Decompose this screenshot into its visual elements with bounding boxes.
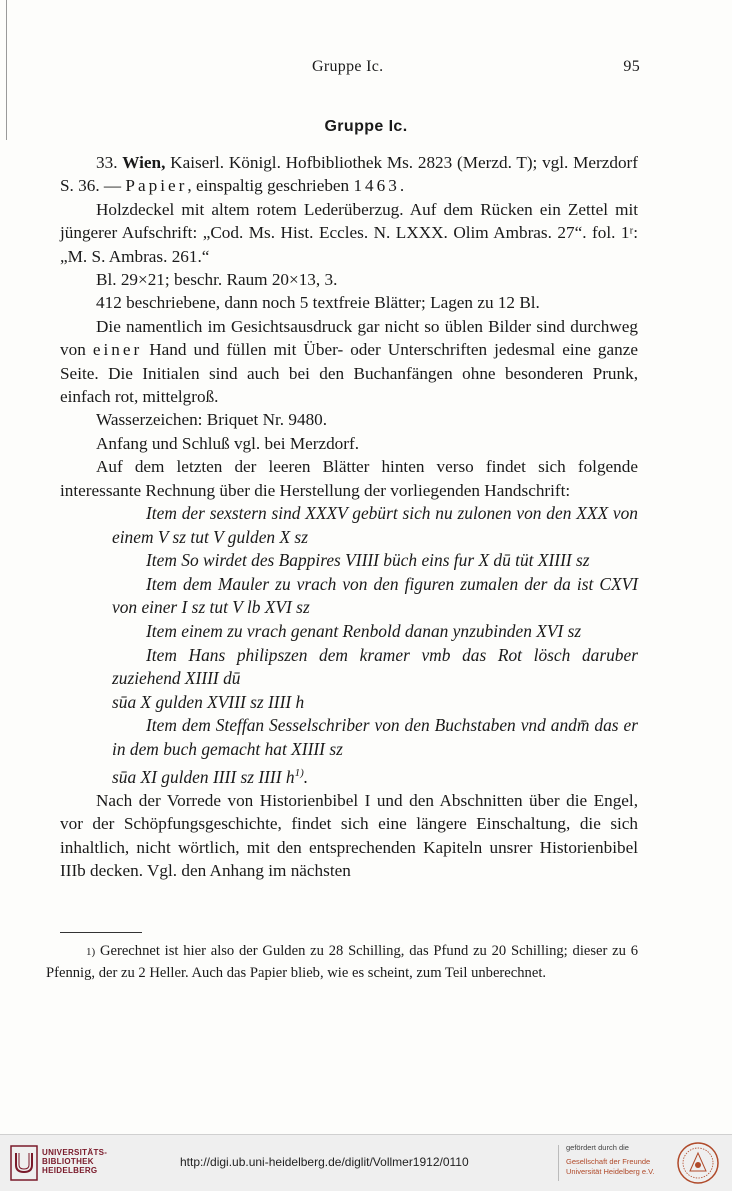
pictures-text-a: Die namentlich im Gesichtsausdruck gar nicht so üblen Bilder sind durchweg von (60, 316, 638, 360)
invoice-item: Item der sexstern sind XXXV gebürt sich nu zulonen von den XXX von einem V sz tut V gulden X sz (112, 503, 638, 547)
watermark-paragraph: Wasserzeichen: Briquet Nr. 9480. (96, 410, 328, 430)
invoice-item: Item dem Steffan Sesselschriber von den Buchstaben vnd andm̄ das er in dem buch gemacht hat XIIII sz (112, 715, 638, 760)
library-name (42, 1148, 107, 1175)
permalink-url[interactable]: http://digi.ub.uni-heidelberg.de/diglit/Vollmer1912/0110 (180, 1155, 469, 1169)
invoice-item: Item Hans philipszen dem kramer vmb das Rot lösch daruber zuziehend XIIII dū (112, 644, 638, 689)
entry-year-end: . (399, 176, 405, 196)
footnote-reference: 1) (294, 766, 304, 779)
sponsor-name: Universität Heidelberg e.V. (566, 1167, 655, 1176)
footnote-marker: 1) (86, 946, 96, 958)
running-title: Gruppe Ic. (312, 58, 384, 75)
sponsor-name: Gesellschaft der Freunde (566, 1157, 651, 1166)
invoice-total (60, 762, 638, 789)
entry-material: Papier (125, 176, 188, 196)
university-library-logo-icon (10, 1145, 38, 1181)
section-heading: Gruppe Ic. (324, 118, 408, 135)
invoice-subtotal: sūa X gulden XVIII sz IIII h (112, 691, 305, 712)
closing-paragraph: Nach der Vorrede von Historienbibel I und den Abschnitten über die Engel, vor der Schöpfungsgeschichte, findet sich eine längere Einschaltung, die sich inhaltlich, nicht wörtlich, mit den entsprechenden Kapiteln unsrer Historienbibel IIIb decken. Vgl. den Anhang im nächsten (60, 791, 638, 881)
footnote-divider (60, 932, 142, 933)
digital-library-footer (0, 1134, 732, 1191)
binding-paragraph: Holzdeckel mit altem rotem Lederüberzug. Auf dem Rücken ein Zettel mit jüngerer Aufschrift: „Cod. Ms. Hist. Eccles. N. LXXX. Olim Ambras. 27“. fol. 1ʳ: „M. S. Ambras. 261.“ (60, 199, 638, 266)
invoice-total-text: sūa XI gulden IIII sz IIII h (112, 766, 295, 787)
entry-number: 33. (96, 153, 118, 172)
pictures-emphasis: einer (92, 340, 143, 360)
footnote-paragraph (46, 941, 638, 984)
invoice-item: Item So wirdet des Bappires VIIII büch eins fur X dū tüt XIIII sz (146, 550, 590, 571)
footnote (46, 941, 638, 984)
leaves-paragraph: 412 beschriebene, dann noch 5 textfreie Blätter; Lagen zu 12 Bl. (96, 293, 540, 313)
invoice-item: Item dem Mauler zu vrach von den figuren zumalen der da ist CXVI von einer I sz tut V lb XVI sz (112, 573, 638, 618)
beginning-paragraph: Anfang und Schluß vgl. bei Merzdorf. (96, 433, 360, 453)
footer-divider (558, 1145, 559, 1181)
page-number: 95 (623, 58, 640, 75)
entry-33-paragraph (60, 151, 638, 198)
footnote-text: Gerechnet ist hier also der Gulden zu 28 Schilling, das Pfund zu 20 Schilling; dieser zu 6 Pfennig, der zu 2 Heller. Auch das Papier blieb, wie es scheint, zum Teil unberechnet. (46, 943, 638, 981)
invoice-intro-paragraph: Auf dem letzten der leeren Blätter hinten verso findet sich folgende interessante Rechnung über die Herstellung der vorliegenden Handschrift: (60, 457, 638, 500)
entry-city: Wien, (122, 153, 166, 172)
invoice-total-end: . (303, 766, 309, 787)
library-name-line: HEIDELBERG (42, 1166, 98, 1175)
entry-format: , einspaltig geschrieben (187, 176, 354, 196)
invoice-quotation (60, 502, 638, 789)
entry-shelfmark: Kaiserl. Königl. Hofbibliothek Ms. 2823 (Merzd. T); vgl. Merzdorf S. 36. — (60, 153, 639, 196)
pictures-text-b: Hand und füllen mit Über- oder Unterschriften jedesmal eine ganze Seite. Die Initialen sind auch bei den Buchanfängen ohne besonderen Prunk, einfach rot, mittelgroß. (60, 340, 638, 407)
body-text (60, 151, 638, 883)
dimensions-paragraph: Bl. 29×21; beschr. Raum 20×13, 3. (96, 270, 338, 290)
running-header (0, 58, 732, 80)
invoice-item: Item einem zu vrach genant Renbold danan ynzubinden XVI sz (146, 621, 582, 642)
library-name-line: BIBLIOTHEK (42, 1157, 94, 1166)
sponsor-label: gefördert durch die (566, 1143, 629, 1152)
pictures-paragraph (60, 315, 638, 409)
library-name-line: UNIVERSITÄTS- (42, 1148, 108, 1157)
university-seal-icon (676, 1141, 720, 1185)
entry-year: 1463 (353, 176, 400, 196)
